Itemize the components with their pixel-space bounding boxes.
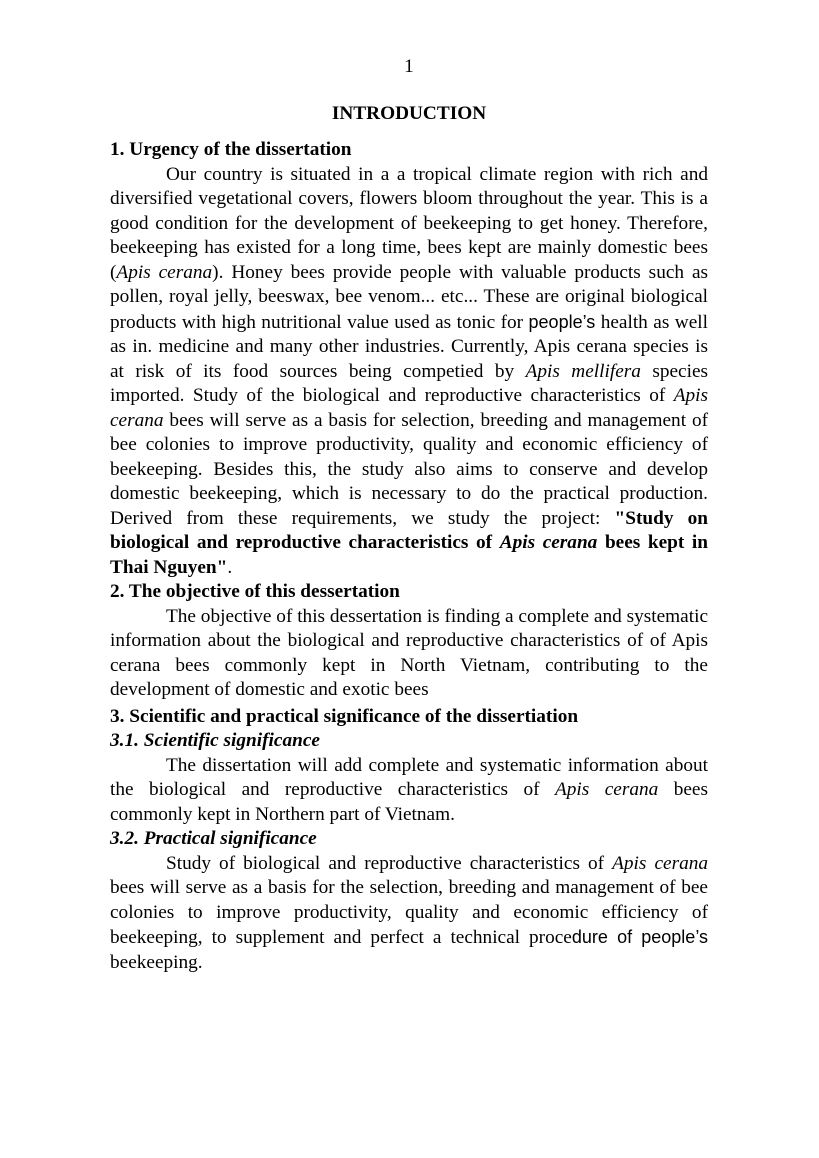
practical-paragraph: Study of biological and reproductive characteristics of Apis cerana bees will serve as a basis for the selection, breeding and management of bee colonies to improve productivity, quality and economic efficiency of beekeeping, to supplement and perfect a technical procedure of people’s beekeeping. bbox=[110, 852, 708, 973]
document-page bbox=[110, 55, 708, 975]
section-heading-objective: 2. The objective of this dessertation bbox=[110, 581, 400, 602]
section-heading-urgency: 1. Urgency of the dissertation bbox=[110, 139, 352, 160]
section-heading-significance: 3. Scientific and practical significance of the dissertiation bbox=[110, 705, 579, 727]
subsection-heading-scientific: 3.1. Scientific significance bbox=[110, 730, 320, 751]
species-name: Apis cerana bbox=[110, 385, 708, 431]
species-name: Apis cerana bbox=[116, 261, 213, 283]
project-title: "Study on biological and reproductive characteristics of Apis cerana bees kept in Thai Nguyen" bbox=[110, 507, 709, 578]
urgency-paragraph: Our country is situated in a a tropical climate region with rich and diversified vegetational covers, flowers bloom throughout the year. This is a good condition for the development of beekeeping to get honey. Therefore, beekeeping has existed for a long time, bees kept are mainly domestic bees (Apis cerana). Honey bees provide people with valuable products such as pollen, royal jelly, beeswax, bee venom... etc... These are original biological products with high nutritional value used as tonic for people’s health as well as in. medicine and many other industries. Currently, Apis cerana species is at risk of its food sources being competied by Apis mellifera species imported. Study of the biological and reproductive characteristics of Apis cerana bees will serve as a basis for selection, breeding and management of bee colonies to improve productivity, quality and economic efficiency of beekeeping. Besides this, the study also aims to conserve and develop domestic beekeeping, which is necessary to do the practical production. Derived from these requirements, we study the project: "Study on biological and reproductive characteristics of Apis cerana bees kept in Thai Nguyen". bbox=[110, 163, 709, 578]
species-name: Apis mellifera bbox=[525, 360, 641, 382]
objective-paragraph: The objective of this dessertation is finding a complete and systematic information about the biological and reproductive characteristics of of Apis cerana bees commonly kept in North Vietnam, contributing to the development of domestic and exotic bees bbox=[110, 605, 708, 700]
scientific-paragraph: The dissertation will add complete and systematic information about the biological and reproductive characteristics of Apis cerana bees commonly kept in Northern part of Vietnam. bbox=[110, 754, 708, 825]
species-name: Apis cerana bbox=[612, 852, 708, 874]
subsection-heading-practical: 3.2. Practical significance bbox=[110, 828, 317, 849]
species-name: Apis cerana bbox=[555, 779, 659, 800]
page-title: INTRODUCTION bbox=[331, 102, 487, 124]
page-number: 1 bbox=[404, 56, 414, 77]
